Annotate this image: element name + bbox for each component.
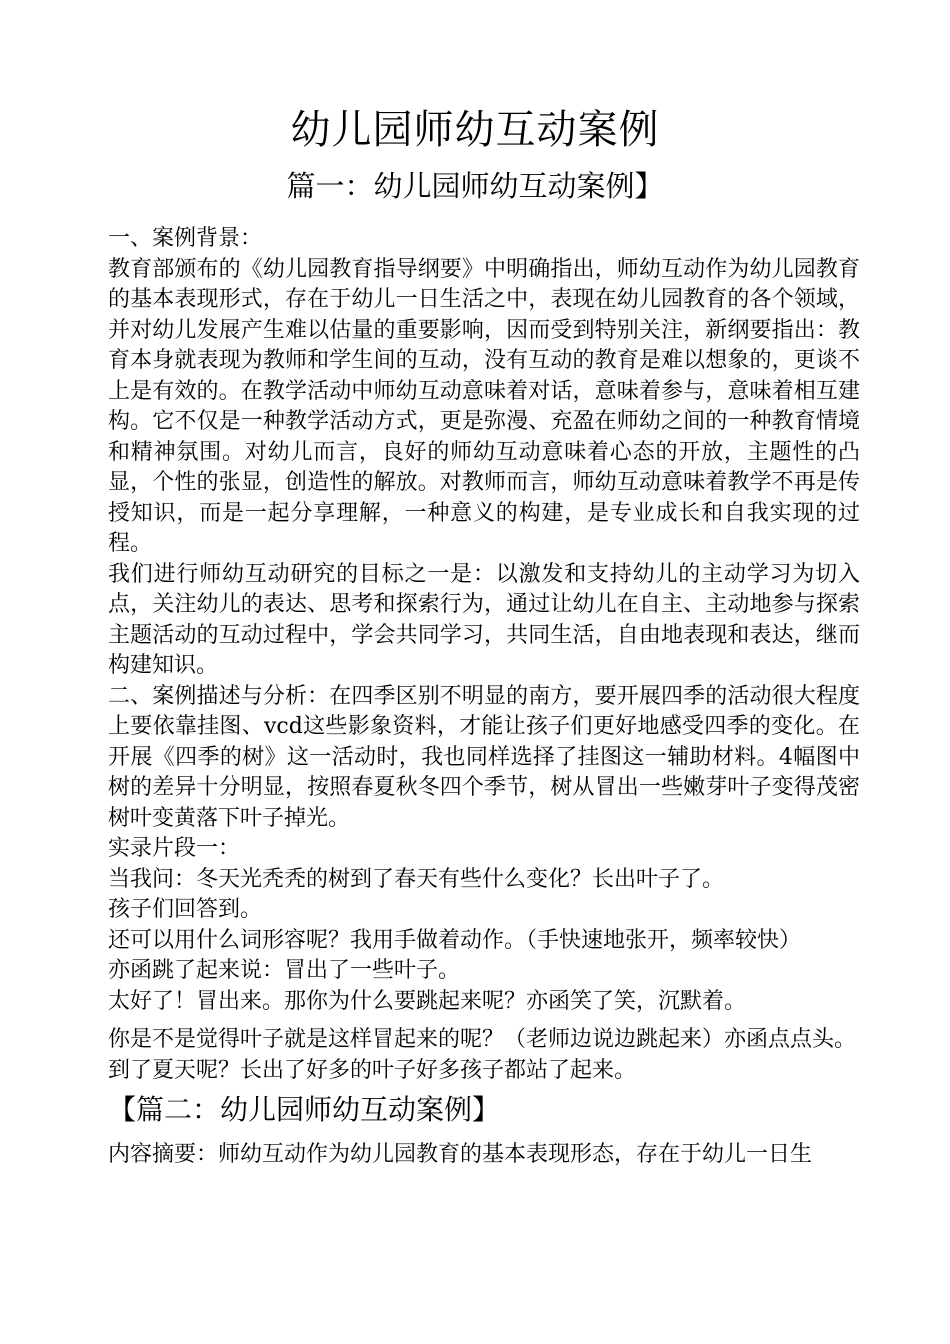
paragraph-dialog-7: 到了夏天呢？长出了好多的叶子好多孩子都站了起来。 <box>108 1057 637 1083</box>
paragraph-dialog-1: 当我问：冬天光秃秃的树到了春天有些什么变化？长出叶子了。 <box>108 866 725 892</box>
paragraph-spacer <box>108 1017 860 1025</box>
paragraph-dialog-5: 太好了！冒出来。那你为什么要跳起来呢？亦函笑了笑，沉默着。 <box>108 988 747 1014</box>
section-2-heading: 【篇二：幼儿园师幼互动案例】 <box>108 1093 501 1126</box>
paragraph-record-heading: 实录片段一： <box>108 836 241 861</box>
document-body <box>108 224 860 1171</box>
paragraph-dialog-2: 孩子们回答到。 <box>108 897 263 922</box>
paragraph-abstract: 内容摘要：师幼互动作为幼儿园教育的基本表现形态，存在于幼儿一日生 <box>108 1142 813 1167</box>
paragraph-case-background-heading: 一、案例背景： <box>108 226 263 251</box>
paragraph-dialog-4: 亦函跳了起来说：冒出了一些叶子。 <box>108 958 461 983</box>
paragraph-background: 教育部颁布的《幼儿园教育指导纲要》中明确指出，师幼互动作为幼儿园教育的基本表现形式，存在于幼儿一日生活之中，表现在幼儿园教育的各个领域，并对幼儿发展产生难以估量的重要影响，因而受到特别关注，新纲要指出：教育本身就表现为教师和学生间的互动，没有互动的教育是难以想象的，更谈不上是有效的。在教学活动中师幼互动意味着对话，意味着参与，意味着相互建构。它不仅是一种教学活动方式，更是弥漫、充盈在师幼之间的一种教育情境和精神氛围。对幼儿而言，良好的师幼互动意味着心态的开放，主题性的凸显，个性的张显，创造性的解放。对教师而言，师幼互动意味着教学不再是传授知识，而是一起分享理解，一种意义的构建，是专业成长和自我实现的过程。 <box>108 256 860 556</box>
paragraph-case-description: 二、案例描述与分析：在四季区别不明显的南方，要开展四季的活动很大程度上要依靠挂图、vcd这些影象资料，才能让孩子们更好地感受四季的变化。在开展《四季的树》这一活动时，我也同样选择了挂图这一辅助材料。4幅图中树的差异十分明显，按照春夏秋冬四个季节，树从冒出一些嫩芽叶子变得茂密树叶变黄落下叶子掉光。 <box>108 683 860 831</box>
paragraph-dialog-3: 还可以用什么词形容呢？我用手做着动作。（手快速地张开，频率较快） <box>108 927 802 953</box>
document-title: 幼儿园师幼互动案例 <box>290 107 660 153</box>
document-subtitle: 篇一：幼儿园师幼互动案例】 <box>286 169 664 203</box>
paragraph-goal: 我们进行师幼互动研究的目标之一是：以激发和支持幼儿的主动学习为切入点，关注幼儿的表达、思考和探索行为，通过让幼儿在自主、主动地参与探索主题活动的互动过程中，学会共同学习，共同生活，自由地表现和表达，继而构建知识。 <box>108 561 860 678</box>
paragraph-dialog-6: 你是不是觉得叶子就是这样冒起来的呢？（老师边说边跳起来）亦函点点头。 <box>108 1027 857 1052</box>
